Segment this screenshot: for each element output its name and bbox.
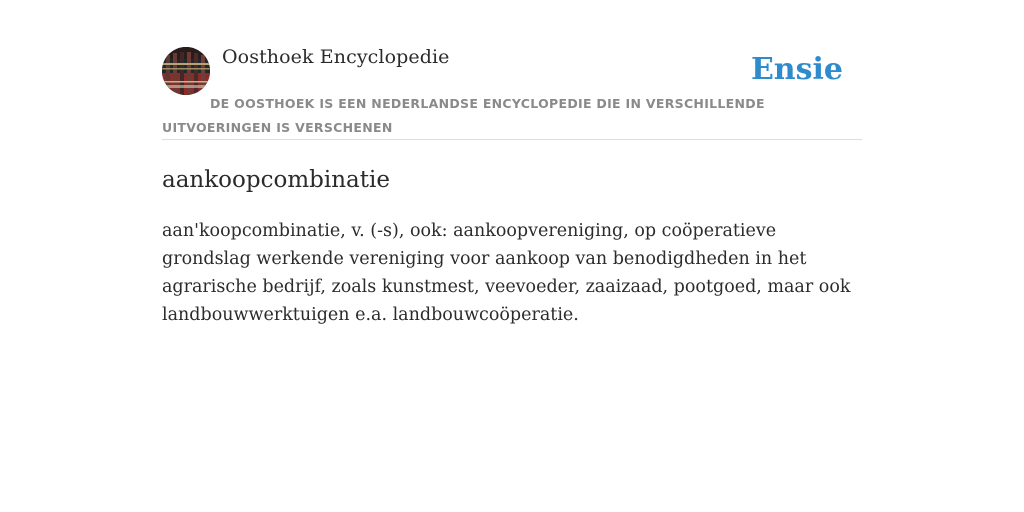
- avatar[interactable]: [162, 47, 210, 95]
- entry-title: aankoopcombinatie: [162, 167, 390, 193]
- entry-body: aan'koopcombinatie, v. (-s), ook: aankoopvereniging, op coöperatieve grondslag werkende vereniging voor aankoop van benodigdheden in het agrarische bedrijf, zoals kunstmest, veevoeder, zaaizaad, pootgoed, maar ook landbouwwerktuigen e.a. landbouwcoöperatie.: [162, 221, 851, 325]
- source-header: [162, 46, 862, 140]
- source-description: DE OOSTHOEK IS EEN NEDERLANDSE ENCYCLOPEDIE DIE IN VERSCHILLENDE UITVOERINGEN IS VERSCHENEN: [162, 96, 765, 135]
- page-container: [162, 46, 862, 329]
- brand-logo[interactable]: Ensie: [750, 52, 843, 87]
- book-spines-icon: [162, 47, 210, 95]
- source-title[interactable]: Oosthoek Encyclopedie: [222, 46, 450, 68]
